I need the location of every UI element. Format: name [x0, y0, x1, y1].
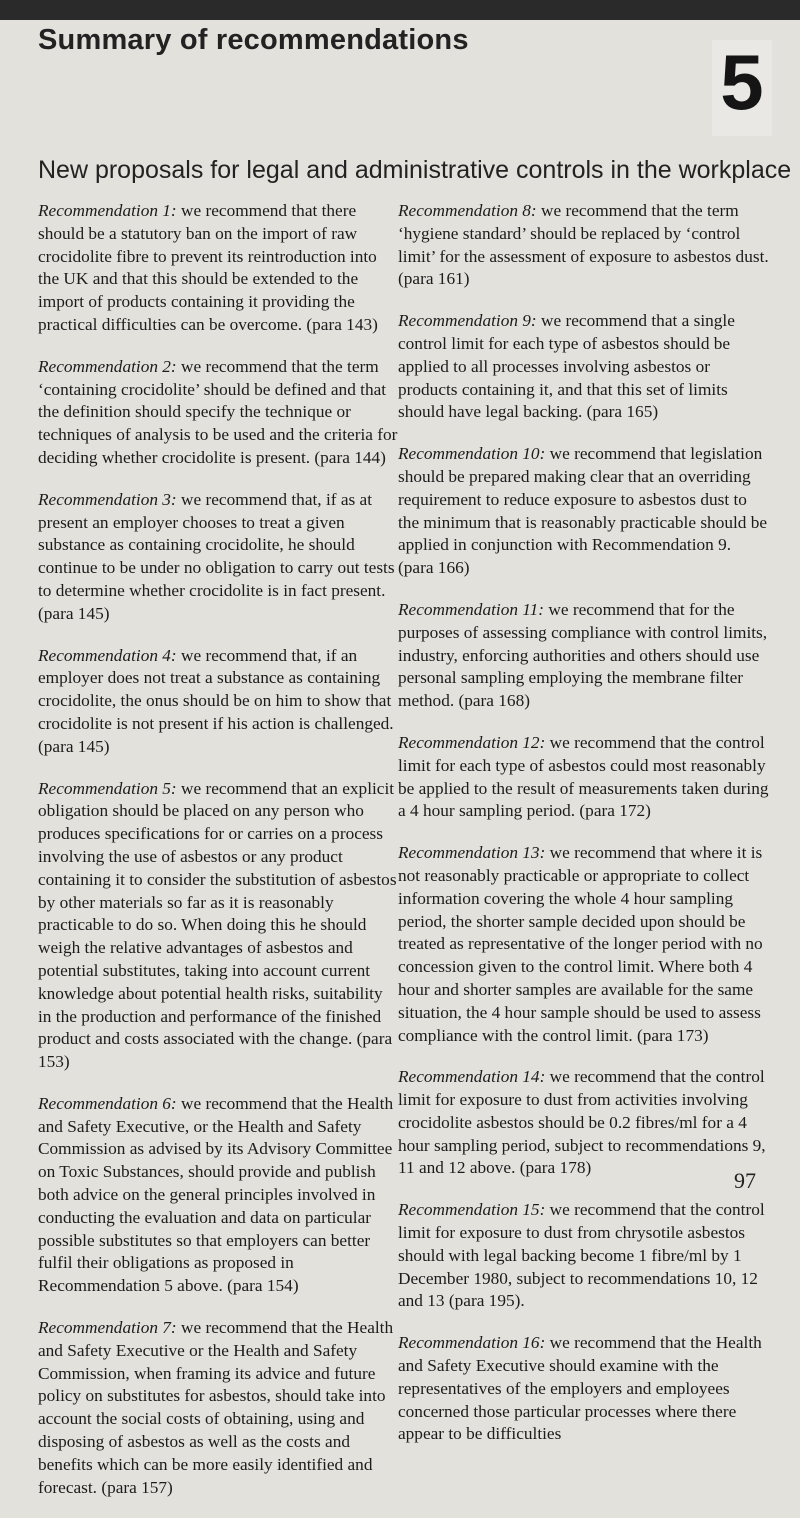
recommendation-lead: Recommendation 6: [38, 1093, 177, 1113]
recommendation-lead: Recommendation 15: [398, 1200, 546, 1220]
recommendation-lead: Recommendation 16: [398, 1333, 546, 1353]
recommendation-text: we recommend that the control limit for each type of asbestos could most reasonably be applied to the result of measurements taken during a 4 hour sampling period. (para 172) [398, 732, 769, 821]
recommendation-6 [38, 1093, 398, 1298]
recommendation-5 [38, 778, 398, 1074]
recommendation-14 [398, 1066, 770, 1180]
recommendation-lead: Recommendation 4: [38, 645, 177, 665]
chapter-number: 5 [720, 38, 764, 126]
recommendation-text: we recommend that the control limit for exposure to dust from activities involving crocidolite asbestos should be 0.2 fibres/ml for a 4 hour sampling period, subject to recommendations 9, 11 and 12 above. (para 178) [398, 1067, 766, 1178]
recommendation-lead: Recommendation 14: [398, 1067, 546, 1087]
recommendation-lead: Recommendation 2: [38, 356, 177, 376]
top-edge-bar [0, 0, 800, 20]
recommendation-text: we recommend that the term ‘containing crocidolite’ should be defined and that the definition should specify the technique or techniques of analysis to be used and the criteria for deciding whether crocidolite is present. (para 144) [38, 356, 398, 467]
recommendation-4 [38, 645, 398, 759]
recommendation-11 [398, 599, 770, 713]
recommendation-2 [38, 356, 398, 470]
right-column [398, 200, 770, 1465]
recommendation-text: we recommend that where it is not reasonably practicable or appropriate to collect information covering the whole 4 hour sampling period, the shorter sample decided upon should be treated as representative of the longer period with no concession given to the control limit. Where both 4 hour and shorter samples are available for the same situation, the 4 hour sample should be used to assess compliance with the control limit. (para 173) [398, 843, 763, 1045]
recommendation-8 [398, 200, 770, 291]
recommendation-text: we recommend that there should be a statutory ban on the import of raw crocidolite fibre to prevent its reintroduction into the UK and that this should be extended to the import of products containing it providing the practical difficulties can be overcome. (para 143) [38, 201, 378, 334]
recommendation-1 [38, 200, 398, 337]
recommendation-lead: Recommendation 3: [38, 489, 177, 509]
recommendation-text: we recommend that, if an employer does not treat a substance as containing crocidolite, the onus should be on him to show that crocidolite is not present if his action is challenged. (para 145) [38, 645, 394, 756]
recommendation-3 [38, 489, 398, 626]
page-header-title: Summary of recommendations [38, 24, 469, 56]
section-heading: New proposals for legal and administrative controls in the workplace [38, 156, 792, 184]
recommendation-lead: Recommendation 1: [38, 201, 177, 220]
recommendation-text: we recommend that the Health and Safety Executive, or the Health and Safety Commission as advised by its Advisory Committee on Toxic Substances, should provide and publish both advice on the general principles involved in conducting the evaluation and data on particular possible substitutes so that employers can better fulfil their obligations as proposed in Recommendation 5 above. (para 154) [38, 1093, 394, 1296]
recommendation-16 [398, 1332, 770, 1446]
recommendation-lead: Recommendation 9: [398, 311, 537, 331]
recommendation-9 [398, 310, 770, 424]
recommendation-lead: Recommendation 10: [398, 444, 546, 464]
recommendation-text: we recommend that the term ‘hygiene standard’ should be replaced by ‘control limit’ for the assessment of exposure to asbestos dust. (para 161) [398, 201, 769, 289]
recommendation-lead: Recommendation 7: [38, 1318, 177, 1338]
recommendation-10 [398, 443, 770, 580]
recommendation-text: we recommend that for the purposes of assessing compliance with control limits, industry, enforcing authorities and others should use personal sampling employing the membrane filter method. (para 168) [398, 599, 768, 711]
left-column [38, 200, 398, 1518]
recommendation-lead: Recommendation 11: [398, 599, 545, 619]
recommendation-lead: Recommendation 5: [38, 778, 177, 798]
recommendation-13 [398, 842, 770, 1047]
recommendation-lead: Recommendation 13: [398, 843, 546, 863]
recommendation-lead: Recommendation 8: [398, 201, 537, 220]
recommendation-text: we recommend that a single control limit for each type of asbestos should be applied to all processes involving asbestos or products containing it, and that this set of limits should have legal backing. (para 165) [398, 311, 735, 422]
recommendation-7 [38, 1317, 398, 1499]
recommendation-text: we recommend that the Health and Safety Executive or the Health and Safety Commission, when framing its advice and future policy on substitutes for asbestos, should take into account the social costs of obtaining, using and disposing of asbestos as well as the costs and benefits which can be more easily identified and forecast. (para 157) [38, 1318, 394, 1497]
recommendation-12 [398, 732, 770, 823]
page-number: 97 [734, 1168, 756, 1193]
recommendation-text: we recommend that an explicit obligation should be placed on any person who produces specifications for or carries on a process involving the use of asbestos or any product containing it to consider the substitution of asbestos by other materials so far as it is reasonably practicable to do so. When doing this he should weigh the relative advantages of asbestos and potential substitutes, taking into account current knowledge about potential health risks, suitability in the production and performance of the finished product and costs associated with the change. (para 153) [38, 778, 397, 1072]
recommendation-lead: Recommendation 12: [398, 732, 546, 752]
recommendation-text: we recommend that the control limit for exposure to dust from chrysotile asbestos should with legal backing become 1 fibre/ml by 1 December 1980, subject to recommendations 10, 12 and 13 (para 195). [398, 1200, 765, 1311]
recommendation-text: we recommend that the Health and Safety Executive should examine with the representatives of the employers and employees concerned those particular processes where there appear to be difficulties [398, 1333, 762, 1444]
recommendation-15 [398, 1199, 770, 1313]
recommendation-text: we recommend that, if as at present an employer chooses to treat a given substance as containing crocidolite, he should continue to be under no obligation to carry out tests to determine whether crocidolite is in fact present. (para 145) [38, 489, 395, 623]
recommendation-text: we recommend that legislation should be prepared making clear that an overriding requirement to reduce exposure to asbestos dust to the minimum that is reasonably practicable should be applied in conjunction with Recommendation 9. (para 166) [398, 444, 768, 578]
